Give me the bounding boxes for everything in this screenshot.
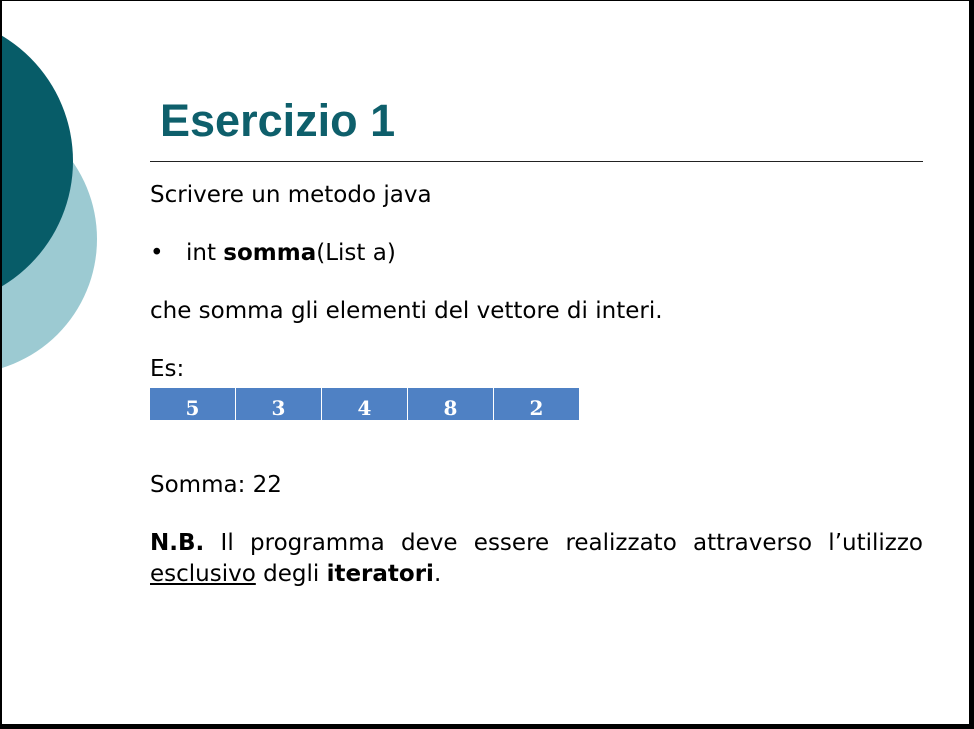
array-cell: 4 (322, 388, 407, 420)
note-text-2: degli (255, 561, 327, 587)
array-cell: 2 (494, 388, 579, 420)
bullet-symbol: • (150, 240, 164, 266)
title-divider (150, 161, 923, 162)
note-end: . (433, 561, 442, 587)
note-emphasis: esclusivo (150, 561, 256, 587)
note-text-1: Il programma deve essere realizzato attraverso l’utilizzo (204, 530, 923, 556)
decorative-circles (2, 1, 122, 401)
note-keyword: iteratori (326, 561, 434, 587)
note-line-2 (150, 559, 923, 590)
example-label: Es: (150, 356, 185, 382)
description-text: che somma gli elementi del vettore di interi. (150, 298, 663, 324)
method-params: (List a) (316, 240, 396, 266)
slide-title: Esercizio 1 (160, 95, 396, 146)
note-line-1 (150, 528, 923, 559)
bullet-prefix: int (186, 240, 224, 266)
method-name: somma (223, 240, 317, 266)
bullet-item (150, 238, 396, 268)
intro-text: Scrivere un metodo java (150, 182, 432, 208)
sum-result: Somma: 22 (150, 472, 282, 498)
array-cell: 5 (150, 388, 235, 420)
array-cell: 8 (408, 388, 493, 420)
array-cell: 3 (236, 388, 321, 420)
note-label: N.B. (150, 530, 205, 556)
example-array (150, 388, 579, 420)
note-paragraph (150, 528, 923, 590)
